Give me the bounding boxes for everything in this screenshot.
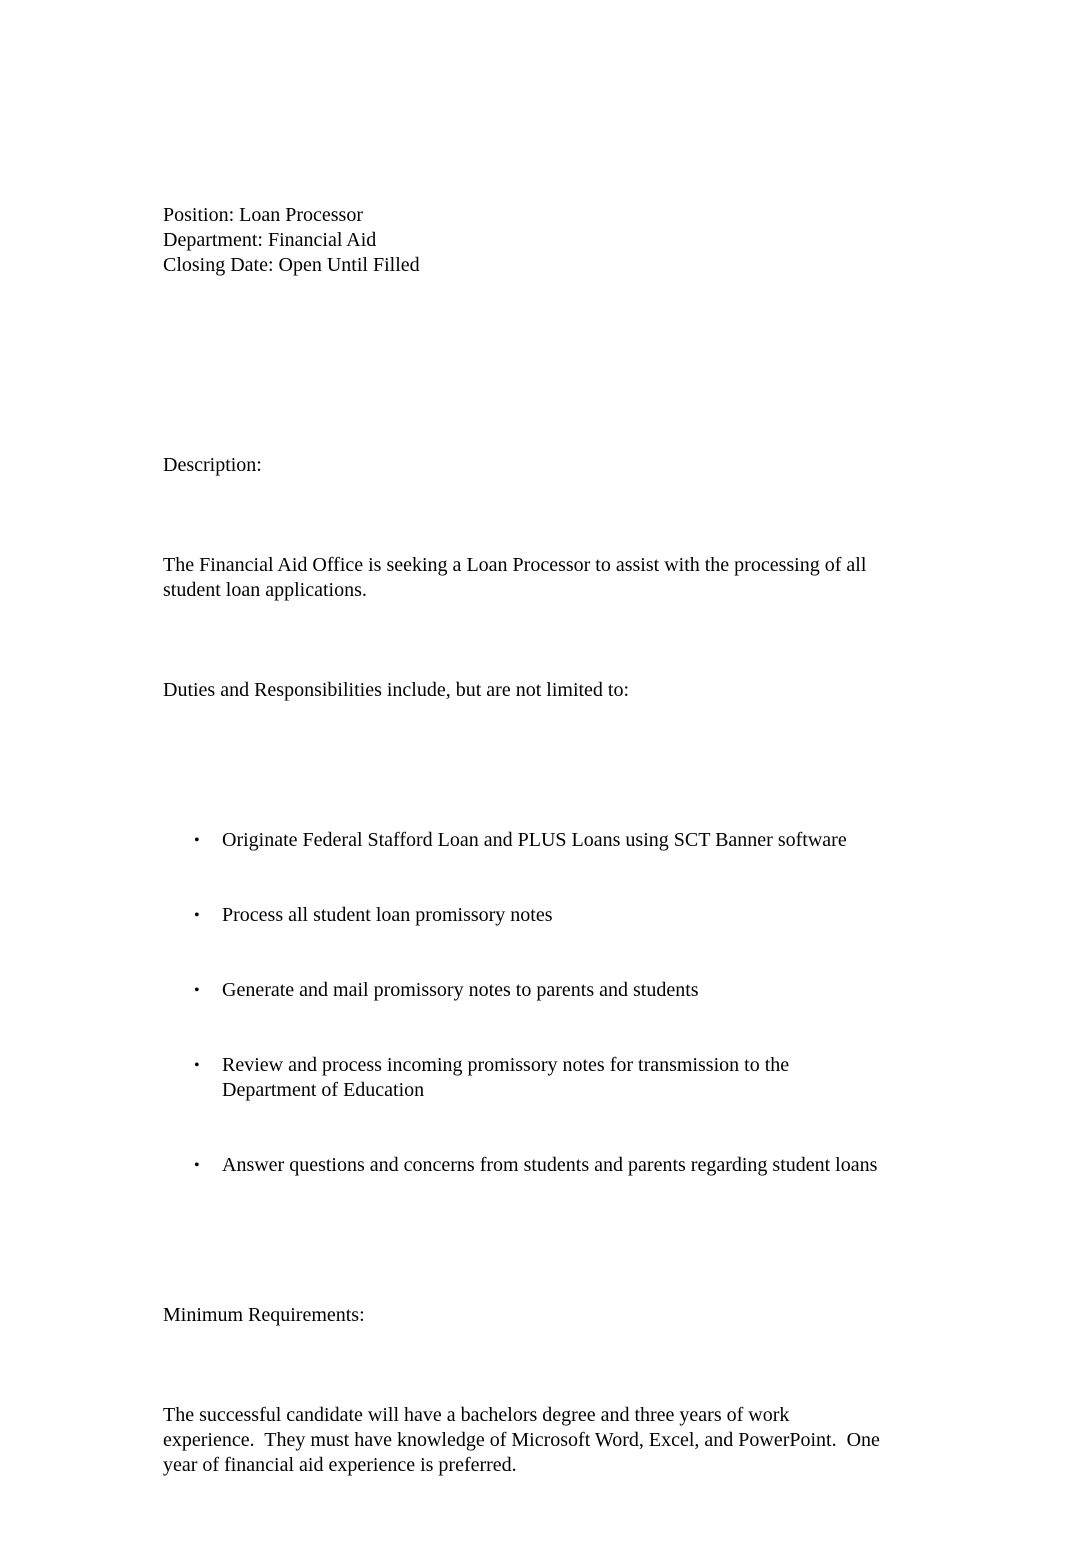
list-item-text — [222, 903, 953, 928]
text-line: student loan applications. — [163, 579, 367, 601]
list-item — [163, 1153, 953, 1178]
text-line: experience. They must have knowledge of Microsoft Word, Excel, and PowerPoint. One — [163, 1429, 880, 1451]
bullet-icon: • — [194, 832, 200, 849]
text-line: Position: Loan Processor — [163, 204, 363, 226]
list-item — [163, 1053, 953, 1103]
list-item — [163, 828, 953, 853]
duties-list — [163, 778, 953, 1228]
list-item-text — [222, 1153, 953, 1178]
text-line: Closing Date: Open Until Filled — [163, 254, 420, 276]
document-content — [163, 128, 953, 1553]
text-line: Department: Financial Aid — [163, 229, 377, 251]
bullet-icon: • — [194, 982, 200, 999]
list-item-text — [222, 828, 953, 853]
bullet-icon: • — [194, 1057, 200, 1074]
list-item — [163, 978, 953, 1003]
spacer-line — [163, 353, 953, 378]
text-line: Originate Federal Stafford Loan and PLUS Loans using SCT Banner software — [222, 829, 847, 851]
text-line: Department of Education — [222, 1079, 425, 1101]
requirements-paragraph — [163, 1403, 953, 1478]
text-line: Review and process incoming promissory notes for transmission to the — [222, 1054, 790, 1076]
description-heading: Description: — [163, 454, 262, 476]
duties-intro: Duties and Responsibilities include, but are not limited to: — [163, 679, 630, 701]
text-line: Process all student loan promissory notes — [222, 904, 553, 926]
text-line: Answer questions and concerns from students and parents regarding student loans — [222, 1154, 878, 1176]
description-paragraph — [163, 553, 953, 603]
text-line: The Financial Aid Office is seeking a Loan Processor to assist with the processing of all — [163, 554, 867, 576]
position-header-block — [163, 203, 953, 278]
list-item — [163, 903, 953, 928]
text-line: The successful candidate will have a bachelors degree and three years of work — [163, 1404, 790, 1426]
list-item-text — [222, 978, 953, 1003]
list-item-text — [222, 1053, 953, 1103]
text-line: Generate and mail promissory notes to parents and students — [222, 979, 699, 1001]
text-line: year of financial aid experience is preferred. — [163, 1454, 517, 1476]
bullet-icon: • — [194, 907, 200, 924]
bullet-icon: • — [194, 1157, 200, 1174]
requirements-heading: Minimum Requirements: — [163, 1304, 365, 1326]
